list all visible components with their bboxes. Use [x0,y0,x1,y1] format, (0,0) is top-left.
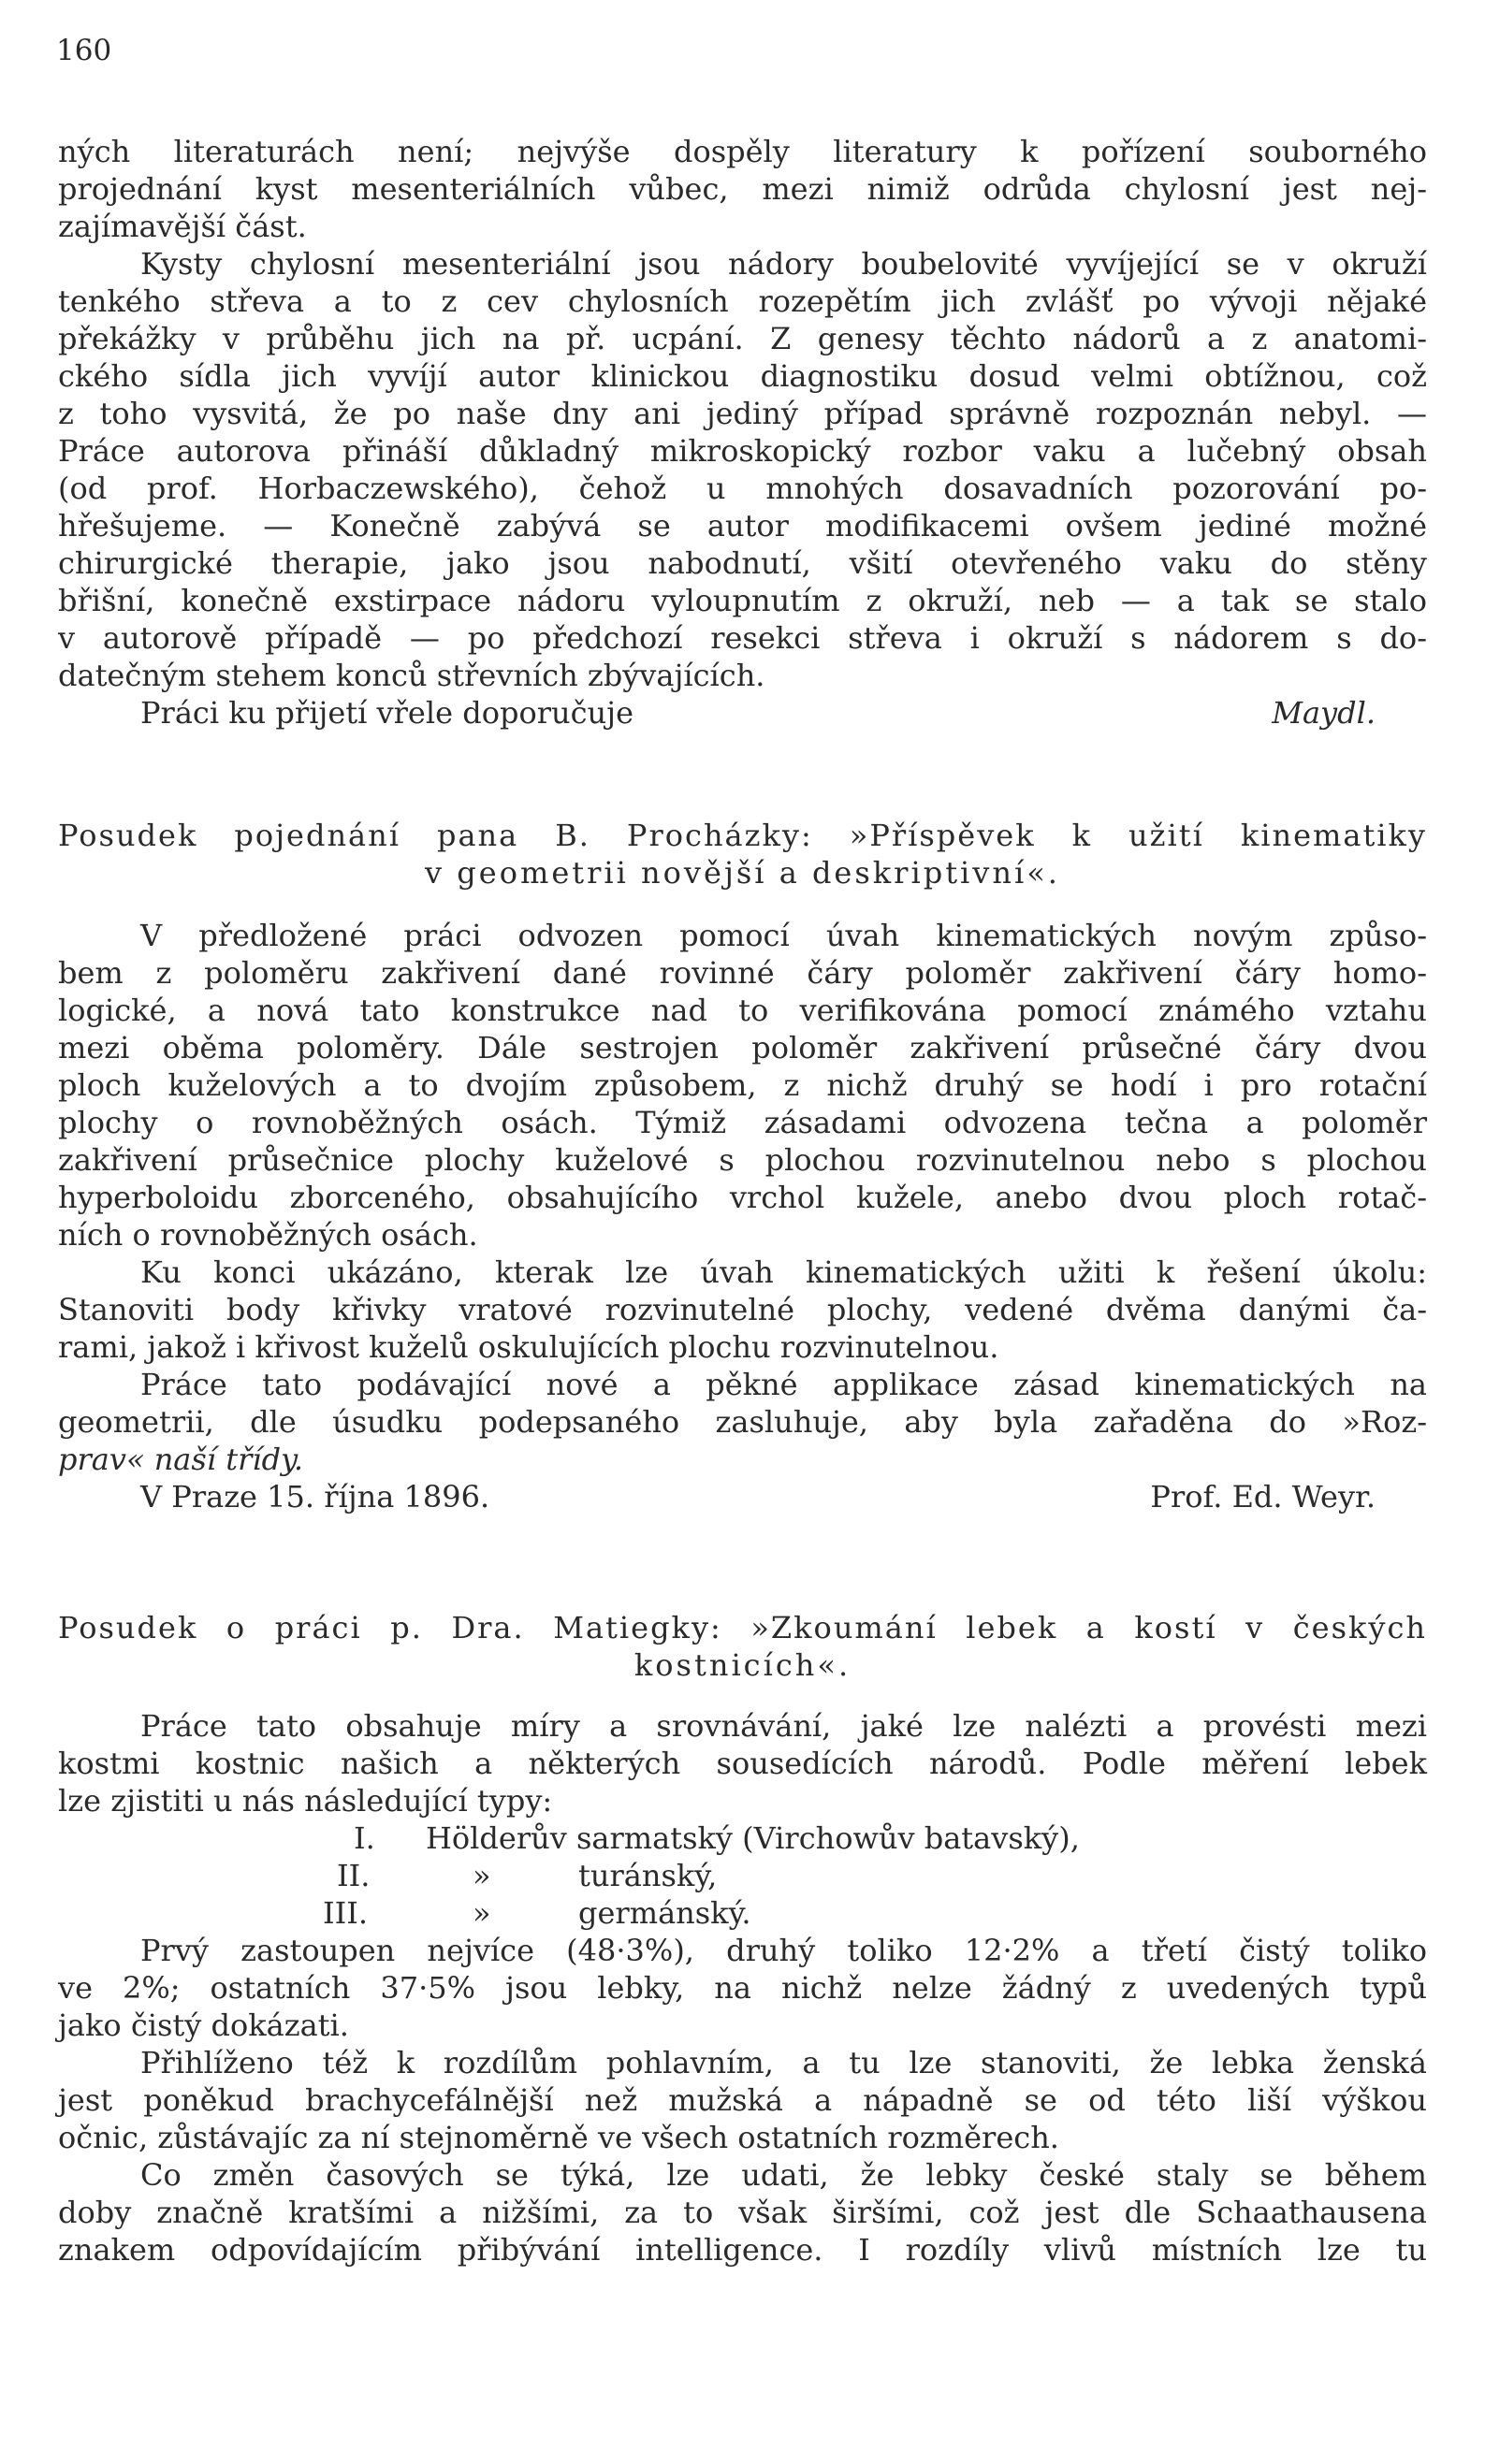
text-line: ných literaturách není; nejvýše dospěly literatury k pořízení souborného [58,134,1427,169]
ditto-mark: » [473,1858,491,1893]
text-line: Ku konci ukázáno, kterak lze úvah kinematických užiti k řešení úkolu: [140,1254,1427,1290]
text-line: chirurgické therapie, jako jsou nabodnutí, všití otevřeného vaku do stěny [58,545,1427,581]
text-line: ckého sídla jich vyvíjí autor klinickou diagnostiku dosud velmi obtížnou, což [58,358,1427,394]
signature-line [140,694,1376,732]
text-line: geometrii, dle úsudku podepsaného zasluhuje, aby byla zařaděna do »Roz- [58,1404,1427,1440]
text-line: (od prof. Horbaczewského), čehož u mnohých dosavadních pozorování po- [58,471,1427,506]
text-line: jako čistý dokázati. [58,2007,349,2043]
text-line: datečným stehem konců střevních zbývajících. [58,658,765,693]
section-heading: Posudek pojednání pana B. Procházky: »Příspěvek k užití kinematiky [58,818,1427,853]
text-line: břišní, konečně exstirpace nádoru vyloupnutím z okruží, neb — a tak se stalo [58,583,1427,618]
text-line: bem z poloměru zakřivení dané rovinné čáry poloměr zakřivení čáry homo- [58,955,1427,991]
text-line: Prvý zastoupen nejvíce (48·3%), druhý toliko 12·2% a třetí čistý toliko [140,1933,1427,1968]
text-line: V předložené práci odvozen pomocí úvah kinematických novým způso- [140,918,1427,953]
list-text: turánský, [578,1858,718,1893]
text-line: ploch kuželových a to dvojím způsobem, z nichž druhý se hodí i pro rotační [58,1067,1427,1103]
text-line: prav« naší třídy. [58,1442,304,1477]
section-heading: v geometrii novější a deskriptivní«. [425,855,1060,891]
text-line: projednání kyst mesenteriálních vůbec, mezi nimiž odrůda chylosní jest nej- [58,171,1427,207]
text-line: kostmi kostnic našich a některých sousedících národů. Podle měření lebek [58,1746,1427,1781]
text-line: lze zjistiti u nás následující typy: [58,1783,553,1819]
text-line: Práce tato obsahuje míry a srovnávání, jaké lze nalézti a provésti mezi [140,1708,1427,1744]
text-line: Co změn časových se týká, lze udati, že lebky české staly se během [140,2157,1427,2193]
text-line: Přihlíženo též k rozdílům pohlavním, a tu lze stanoviti, že lebka ženská [140,2045,1427,2080]
text-line: jest poněkud brachycefálnější než mužská a nápadně se od této liší výškou [58,2082,1427,2118]
text-line: ve 2%; ostatních 37·5% jsou lebky, na nichž nelze žádný z uvedených typů [58,1970,1427,2006]
text-line: mezi oběma poloměry. Dále sestrojen poloměr zakřivení průsečné čáry dvou [58,1030,1427,1065]
text-line: Práci ku přijetí vřele doporučuje [140,695,633,731]
text-line: očnic, zůstávajíc za ní stejnoměrně ve všech ostatních rozměrech. [58,2120,1059,2155]
text-line: hřešujeme. — Konečně zabývá se autor modifikacemi ovšem jediné možné [58,508,1427,544]
text-line: rami, jakož i křivost kuželů oskulujících plochu rozvinutelnou. [58,1329,999,1365]
list-numeral: I. [354,1820,375,1856]
text-line: zakřivení průsečnice plochy kuželové s plochou rozvinutelnou nebo s plochou [58,1142,1427,1178]
section-heading: Posudek o práci p. Dra. Matiegky: »Zkoumání lebek a kostí v českých [58,1610,1427,1645]
signature: Prof. Ed. Weyr. [1150,1479,1376,1515]
text-line: logické, a nová tato konstrukce nad to verifikována pomocí známého vztahu [58,993,1427,1028]
text-line: Stanoviti body křivky vratové rozvinutelné plochy, vedené dvěma danými ča- [58,1292,1427,1327]
text-line: tenkého střeva a to z cev chylosních rozepětím jich zvlášť po vývoji nějaké [58,283,1427,319]
ditto-mark: » [473,1895,491,1931]
list-text: germánský. [578,1895,751,1931]
text-line: Práce autorova přináší důkladný mikroskopický rozbor vaku a lučebný obsah [58,433,1427,469]
list-numeral: III. [323,1895,369,1931]
list-numeral: II. [337,1858,371,1893]
text-line: doby značně kratšími a nižšími, za to však širšími, což jest dle Schaathausena [58,2195,1427,2230]
text-line: hyperboloidu zborceného, obsahujícího vrchol kužele, anebo dvou ploch rotač- [58,1180,1427,1215]
date-line: V Praze 15. října 1896. [140,1479,490,1515]
text-line: z toho vysvitá, že po naše dny ani jediný případ správně rozpoznán nebyl. — [58,396,1427,431]
text-line: znakem odpovídajícím přibývání intelligence. I rozdíly vlivů místních lze tu [58,2232,1427,2268]
text-line: Kysty chylosní mesenteriální jsou nádory boubelovité vyvíjející se v okruží [140,246,1427,282]
section-heading: kostnicích«. [633,1647,852,1683]
signature: Maydl. [1272,695,1376,731]
page-number: 160 [56,34,112,67]
text-line: překážky v průběhu jich na př. ucpání. Z genesy těchto nádorů a z anatomi- [58,321,1427,356]
text-line: plochy o rovnoběžných osách. Týmiž zásadami odvozena tečna a poloměr [58,1105,1427,1140]
text-line: v autorově případě — po předchozí resekci střeva i okruží s nádorem s do- [58,620,1427,656]
text-line: zajímavější část. [58,209,307,244]
text-line: Práce tato podávající nové a pěkné applikace zásad kinematických na [140,1367,1427,1402]
text-line: ních o rovnoběžných osách. [58,1217,478,1253]
list-text: Hölderův sarmatský (Virchowův batavský), [426,1820,1080,1856]
signature-line [140,1478,1376,1515]
